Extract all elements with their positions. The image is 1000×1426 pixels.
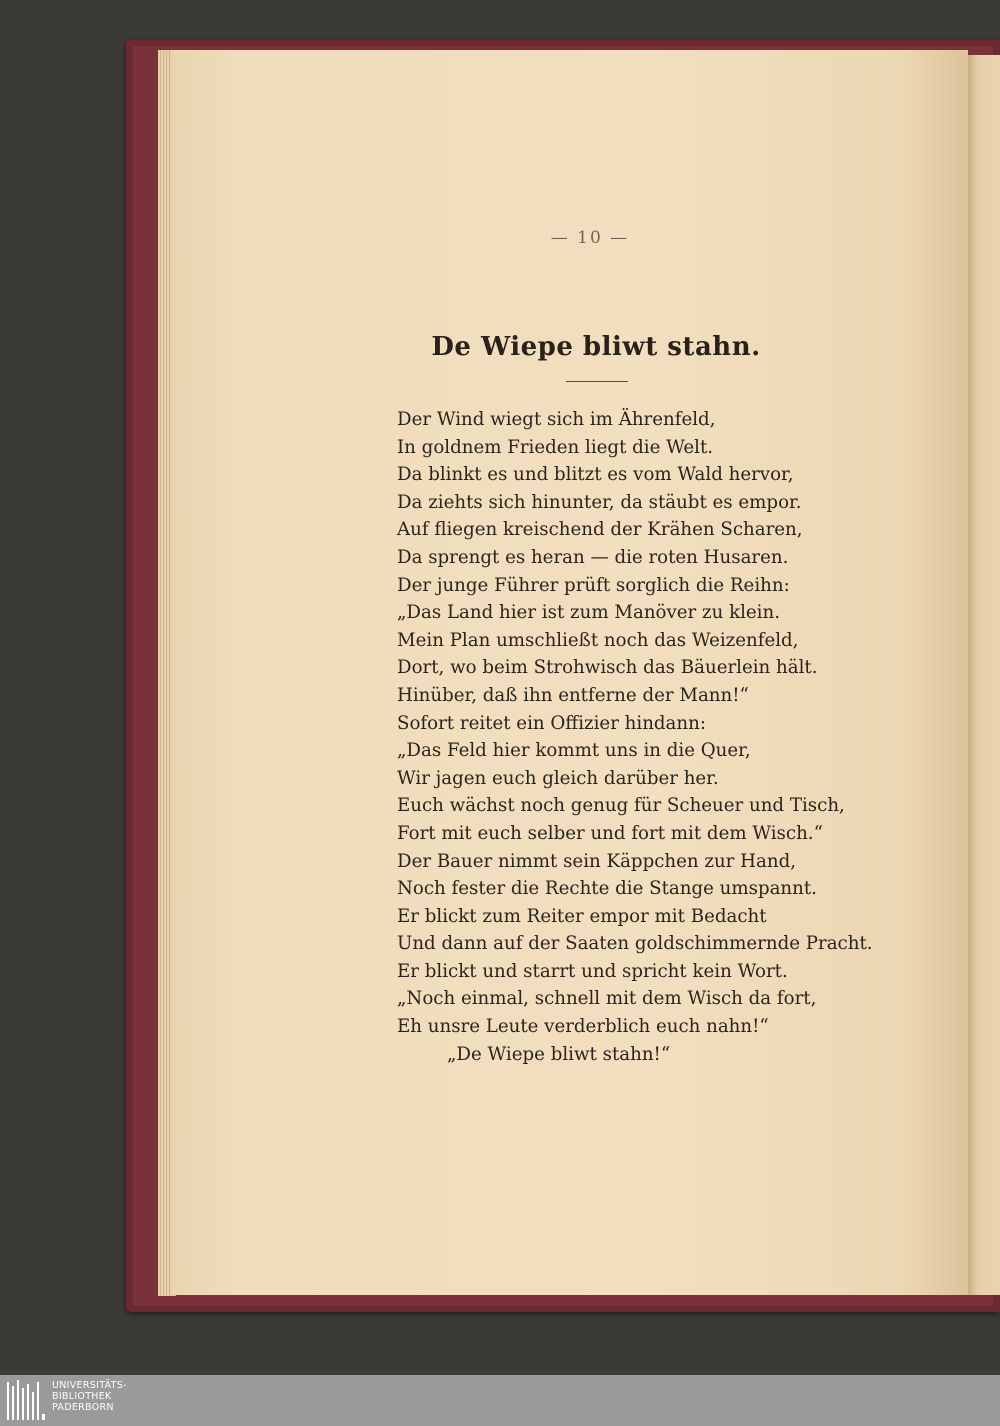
poem-line: Mein Plan umschließt noch das Weizenfeld,: [397, 629, 799, 651]
title-divider: [566, 381, 628, 382]
logo-line: UNIVERSITÄTS-: [52, 1380, 127, 1391]
poem-line: Der junge Führer prüft sorglich die Reihn:: [397, 574, 790, 596]
poem-line: In goldnem Frieden liegt die Welt.: [397, 436, 714, 458]
poem-line: Da ziehts sich hinunter, da stäubt es empor.: [397, 491, 802, 513]
poem-line: Auf fliegen kreischend der Krähen Scharen,: [397, 519, 803, 541]
poem-line: Der Bauer nimmt sein Käppchen zur Hand,: [397, 850, 796, 872]
poem-line: Da blinkt es und blitzt es vom Wald hervor,: [397, 464, 794, 486]
poem-line: Sofort reitet ein Offizier hindann:: [397, 712, 706, 734]
poem-line: Und dann auf der Saaten goldschimmernde Pracht.: [397, 933, 873, 955]
logo-line: PADERBORN: [52, 1402, 114, 1413]
poem-body: [397, 406, 873, 1068]
poem-line: Er blickt zum Reiter empor mit Bedacht: [397, 905, 767, 927]
poem-title: De Wiepe bliwt stahn.: [431, 332, 761, 362]
logo-line: BIBLIOTHEK: [52, 1391, 112, 1402]
poem-line: „Das Feld hier kommt uns in die Quer,: [397, 740, 751, 762]
poem-line: Wir jagen euch gleich darüber her.: [397, 767, 719, 789]
poem-line-final: „De Wiepe bliwt stahn!“: [447, 1043, 671, 1065]
poem-line: Da sprengt es heran — die roten Husaren.: [397, 546, 789, 568]
poem-line: Er blickt und starrt und spricht kein Wort.: [397, 960, 788, 982]
poem-line: Hinüber, daß ihn entferne der Mann!“: [397, 684, 749, 706]
library-logo-text: [52, 1380, 127, 1413]
poem-line: „Das Land hier ist zum Manöver zu klein.: [397, 602, 780, 624]
page-number: — 10 —: [550, 228, 630, 248]
poem-line: Fort mit euch selber und fort mit dem Wisch.“: [397, 822, 823, 844]
poem-line: Der Wind wiegt sich im Ährenfeld,: [397, 409, 716, 430]
poem-line: Noch fester die Rechte die Stange umspannt.: [397, 878, 817, 900]
poem-line: Eh unsre Leute verderblich euch nahn!“: [397, 1016, 769, 1038]
poem-line: „Noch einmal, schnell mit dem Wisch da fort,: [397, 988, 817, 1010]
poem-line: Dort, wo beim Strohwisch das Bäuerlein hält.: [397, 657, 818, 679]
poem-line: Euch wächst noch genug für Scheuer und Tisch,: [397, 795, 845, 817]
library-footer: [0, 1375, 1000, 1426]
library-logo-icon: [6, 1378, 46, 1422]
